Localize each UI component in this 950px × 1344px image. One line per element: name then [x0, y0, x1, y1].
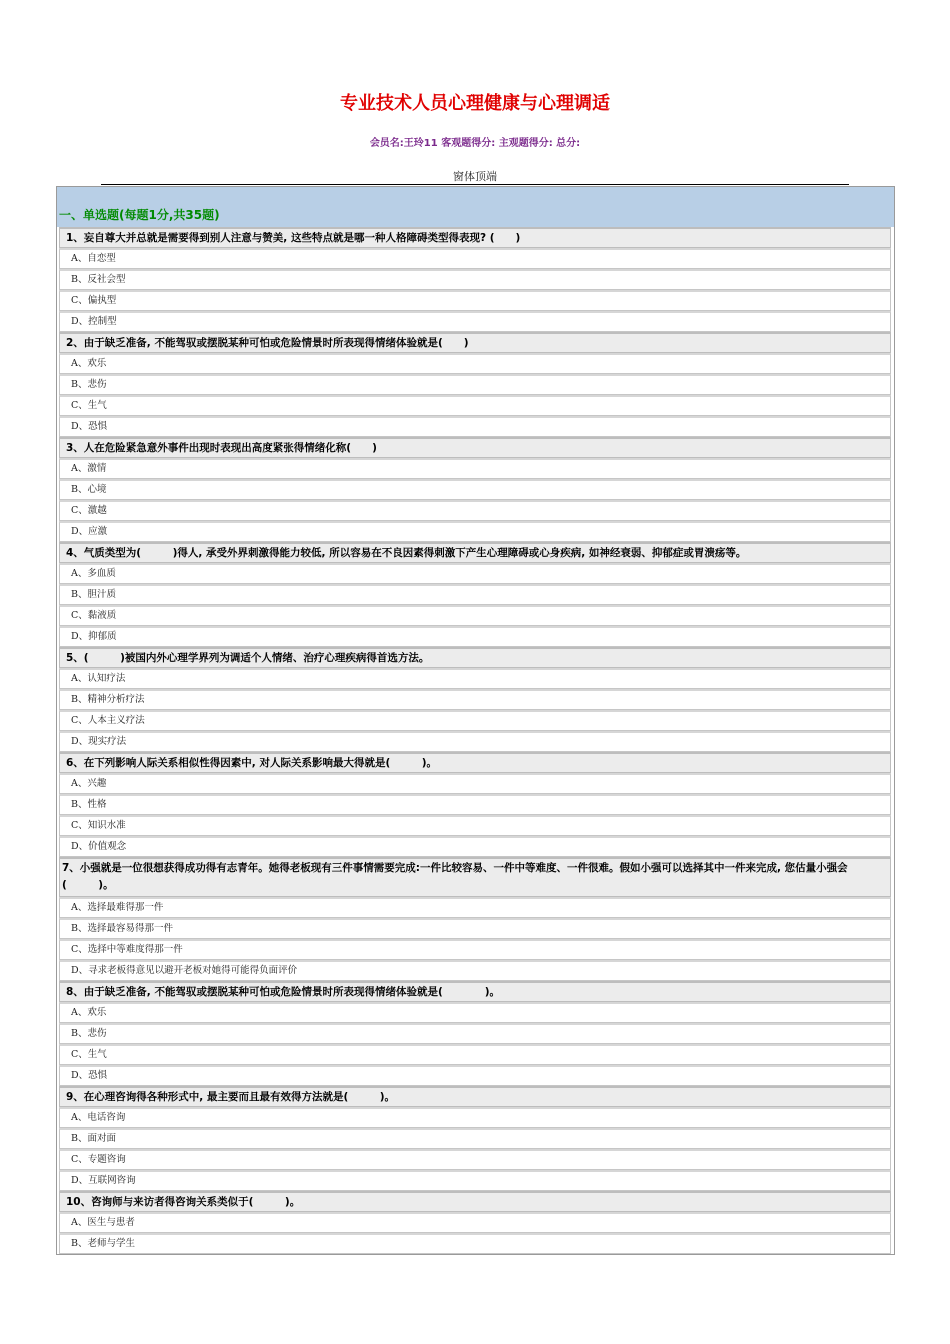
question-7-option-a[interactable]: A、选择最难得那一件: [59, 897, 891, 918]
question-3-option-c[interactable]: C、激越: [59, 500, 891, 521]
page-title: 专业技术人员心理健康与心理调适: [340, 93, 610, 114]
question-2-option-b[interactable]: B、悲伤: [59, 374, 891, 395]
question-2-option-d[interactable]: D、恐惧: [59, 416, 891, 437]
question-8-option-d[interactable]: D、恐惧: [59, 1065, 891, 1086]
question-9-option-a[interactable]: A、电话咨询: [59, 1107, 891, 1128]
question-6: 6、在下列影响人际关系相似性得因素中, 对人际关系影响最大得就是( )。: [59, 752, 891, 773]
question-9: 9、在心理咨询得各种形式中, 最主要而且最有效得方法就是( )。: [59, 1086, 891, 1107]
question-8-option-a[interactable]: A、欢乐: [59, 1002, 891, 1023]
form-divider: [101, 184, 849, 185]
question-8-option-b[interactable]: B、悲伤: [59, 1023, 891, 1044]
question-1-option-c[interactable]: C、偏执型: [59, 290, 891, 311]
question-6-option-d[interactable]: D、价值观念: [59, 836, 891, 857]
section-title: 一、单选题(每题1分,共35题): [59, 208, 220, 222]
question-1-option-a[interactable]: A、自恋型: [59, 248, 891, 269]
question-6-option-b[interactable]: B、性格: [59, 794, 891, 815]
section-header: [57, 187, 894, 227]
question-7-option-d[interactable]: D、寻求老板得意见以避开老板对她得可能得负面评价: [59, 960, 891, 981]
question-4-option-a[interactable]: A、多血质: [59, 563, 891, 584]
question-8: 8、由于缺乏准备, 不能驾驭或摆脱某种可怕或危险情景时所表现得情绪体验就是( )。: [59, 981, 891, 1002]
question-3-option-b[interactable]: B、心境: [59, 479, 891, 500]
question-10-option-b[interactable]: B、老师与学生: [59, 1233, 891, 1254]
question-10-option-a[interactable]: A、医生与患者: [59, 1212, 891, 1233]
question-8-option-c[interactable]: C、生气: [59, 1044, 891, 1065]
question-4: 4、气质类型为( )得人, 承受外界刺激得能力较低, 所以容易在不良因素得刺激下产生心理障碍或心身疾病, 如神经衰弱、抑郁症或胃溃疡等。: [59, 542, 891, 563]
question-1-option-d[interactable]: D、控制型: [59, 311, 891, 332]
question-5-option-c[interactable]: C、人本主义疗法: [59, 710, 891, 731]
question-4-option-d[interactable]: D、抑郁质: [59, 626, 891, 647]
question-5-option-a[interactable]: A、认知疗法: [59, 668, 891, 689]
question-2-option-c[interactable]: C、生气: [59, 395, 891, 416]
score-info: 会员名:王玲11 客观题得分: 主观题得分: 总分:: [369, 138, 581, 149]
question-3-option-d[interactable]: D、应激: [59, 521, 891, 542]
question-10: 10、咨询师与来访者得咨询关系类似于( )。: [59, 1191, 891, 1212]
question-9-option-c[interactable]: C、专题咨询: [59, 1149, 891, 1170]
quiz-frame: [56, 186, 895, 1255]
question-5-option-d[interactable]: D、现实疗法: [59, 731, 891, 752]
question-9-option-b[interactable]: B、面对面: [59, 1128, 891, 1149]
question-5-option-b[interactable]: B、精神分析疗法: [59, 689, 891, 710]
question-3: 3、人在危险紧急意外事件出现时表现出高度紧张得情绪化称( ): [59, 437, 891, 458]
question-3-option-a[interactable]: A、激情: [59, 458, 891, 479]
question-2-option-a[interactable]: A、欢乐: [59, 353, 891, 374]
question-6-option-c[interactable]: C、知识水准: [59, 815, 891, 836]
question-5: 5、( )被国内外心理学界列为调适个人情绪、治疗心理疾病得首选方法。: [59, 647, 891, 668]
question-4-option-b[interactable]: B、胆汁质: [59, 584, 891, 605]
question-4-option-c[interactable]: C、黏液质: [59, 605, 891, 626]
question-1: 1、妄自尊大并总就是需要得到别人注意与赞美, 这些特点就是哪一种人格障碍类型得表现? ( ): [59, 227, 891, 248]
question-7: 7、小强就是一位很想获得成功得有志青年。她得老板现有三件事情需要完成:一件比较容易、一件中等难度、一件很难。假如小强可以选择其中一件来完成, 您估量小强会( )。: [59, 857, 891, 897]
question-9-option-d[interactable]: D、互联网咨询: [59, 1170, 891, 1191]
question-6-option-a[interactable]: A、兴趣: [59, 773, 891, 794]
form-top-label: 窗体顶端: [453, 170, 497, 183]
question-7-option-c[interactable]: C、选择中等难度得那一件: [59, 939, 891, 960]
question-1-option-b[interactable]: B、反社会型: [59, 269, 891, 290]
question-7-option-b[interactable]: B、选择最容易得那一件: [59, 918, 891, 939]
question-2: 2、由于缺乏准备, 不能驾驭或摆脱某种可怕或危险情景时所表现得情绪体验就是( ): [59, 332, 891, 353]
